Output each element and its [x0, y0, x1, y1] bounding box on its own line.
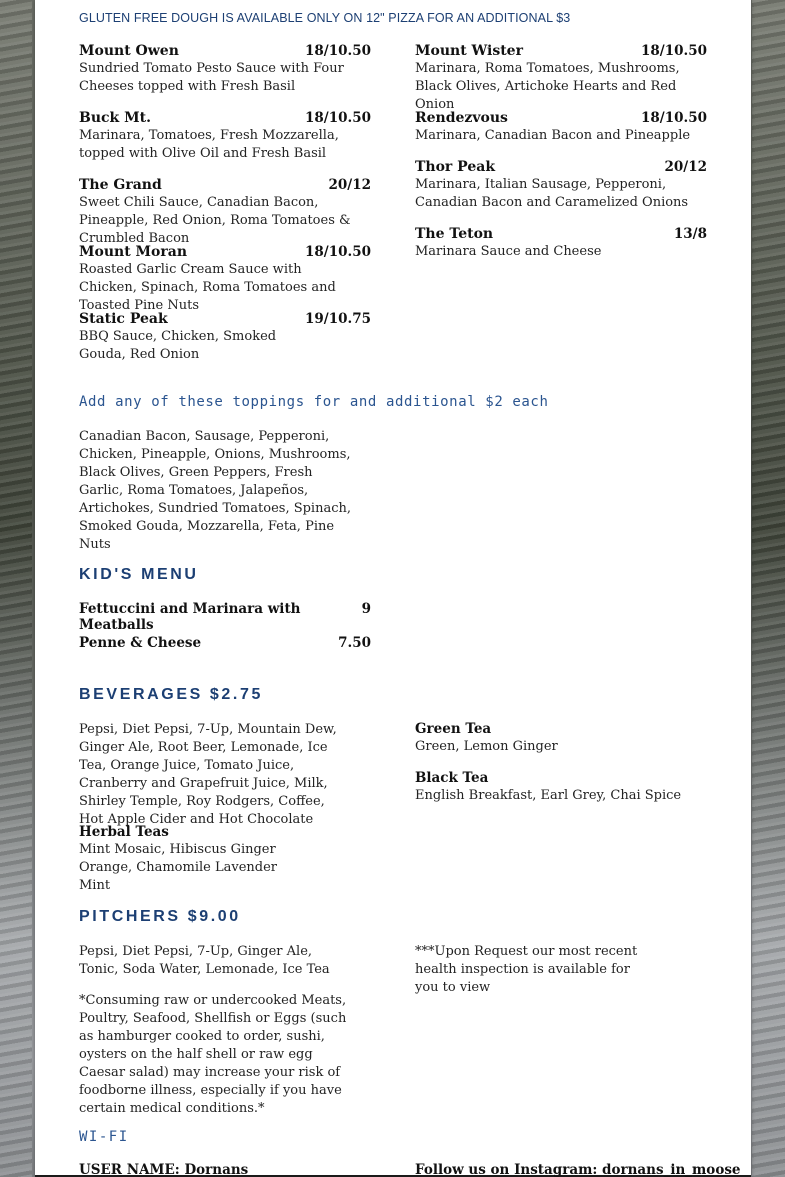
- kids-item-price: 9: [361, 601, 371, 617]
- pizza-static-peak: [79, 311, 371, 364]
- kids-item-name: Fettuccini and Marinara with Meatballs: [79, 601, 301, 633]
- pizza-description: Marinara, Canadian Bacon and Pineapple: [415, 128, 691, 143]
- wifi-username: USER NAME: Dornans: [79, 1162, 249, 1177]
- food-safety-warning: *Consuming raw or undercooked Meats, Poultry, Seafood, Shellfish or Eggs (such as hamburger cooked to order, sushi, oysters on the half shell or raw egg Caesar salad) may increase your risk of foodborne illness, especially if you have certain medical conditions.*: [79, 993, 347, 1116]
- pizza-name: The Teton: [415, 226, 494, 242]
- herbal-teas-description: Mint Mosaic, Hibiscus Ginger Orange, Chamomile Lavender Mint: [79, 842, 277, 893]
- pizza-mount-wister: [415, 43, 707, 114]
- pizza-name: Buck Mt.: [79, 110, 151, 126]
- pizza-the-teton: [415, 226, 707, 261]
- background-photo-right: [752, 0, 785, 1177]
- green-tea: [415, 721, 705, 756]
- pizza-price: 20/12: [664, 159, 707, 175]
- pizza-description: Marinara, Tomatoes, Fresh Mozzarella, topped with Olive Oil and Fresh Basil: [79, 128, 339, 161]
- pizza-description: Roasted Garlic Cream Sauce with Chicken, Spinach, Roma Tomatoes and Toasted Pine Nuts: [79, 262, 336, 313]
- pizza-price: 18/10.50: [641, 43, 707, 59]
- pizza-thor-peak: [415, 159, 707, 212]
- instagram-handle: Follow us on Instagram: dornans_in_moose: [415, 1162, 741, 1177]
- pizza-description: Sweet Chili Sauce, Canadian Bacon, Pineapple, Red Onion, Roma Tomatoes & Crumbled Bacon: [79, 195, 351, 246]
- pitchers-list: Pepsi, Diet Pepsi, 7-Up, Ginger Ale, Tonic, Soda Water, Lemonade, Ice Tea: [79, 944, 330, 977]
- pizza-name: Mount Owen: [79, 43, 179, 59]
- pizza-name: Static Peak: [79, 311, 168, 327]
- beverages-soft-drinks: Pepsi, Diet Pepsi, 7-Up, Mountain Dew, Ginger Ale, Root Beer, Lemonade, Ice Tea, Orange Juice, Tomato Juice, Cranberry and Grapefruit Juice, Milk, Shirley Temple, Roy Rodgers, Coffee, Hot Apple Cider and Hot Chocolate: [79, 722, 337, 827]
- pitchers-heading: PITCHERS $9.00: [79, 908, 241, 925]
- gluten-free-note: GLUTEN FREE DOUGH IS AVAILABLE ONLY ON 12" PIZZA FOR AN ADDITIONAL $3: [79, 11, 571, 25]
- pizza-buck-mt: [79, 110, 371, 163]
- health-inspection-note: ***Upon Request our most recent health inspection is available for you to view: [415, 944, 638, 995]
- pizza-price: 19/10.75: [305, 311, 371, 327]
- kids-item-name: Penne & Cheese: [79, 635, 202, 651]
- pizza-price: 20/12: [328, 177, 371, 193]
- pizza-mount-moran: [79, 244, 371, 315]
- pizza-price: 18/10.50: [641, 110, 707, 126]
- pizza-name: The Grand: [79, 177, 162, 193]
- pizza-price: 18/10.50: [305, 110, 371, 126]
- black-tea: [415, 770, 705, 805]
- background-photo-left: [0, 0, 32, 1177]
- pizza-description: BBQ Sauce, Chicken, Smoked Gouda, Red Onion: [79, 329, 277, 362]
- pizza-description: Marinara, Italian Sausage, Pepperoni, Canadian Bacon and Caramelized Onions: [415, 177, 689, 210]
- pizza-name: Thor Peak: [415, 159, 496, 175]
- pizza-rendezvous: [415, 110, 707, 145]
- herbal-teas: [79, 824, 369, 895]
- wifi-heading: WI-FI: [79, 1129, 129, 1145]
- pizza-price: 18/10.50: [305, 244, 371, 260]
- pizza-description: Marinara Sauce and Cheese: [415, 244, 602, 259]
- pizza-the-grand: [79, 177, 371, 248]
- toppings-heading: Add any of these toppings for and additional $2 each: [79, 394, 549, 410]
- toppings-list: Canadian Bacon, Sausage, Pepperoni, Chicken, Pineapple, Onions, Mushrooms, Black Olives, Green Peppers, Fresh Garlic, Roma Tomatoes, Jalapeños, Artichokes, Sundried Tomatoes, Spinach, Smoked Gouda, Mozzarella, Feta, Pine Nuts: [79, 429, 352, 552]
- green-tea-description: Green, Lemon Ginger: [415, 739, 558, 754]
- pizza-description: Marinara, Roma Tomatoes, Mushrooms, Black Olives, Artichoke Hearts and Red Onion: [415, 61, 680, 112]
- pizza-name: Rendezvous: [415, 110, 508, 126]
- herbal-teas-title: Herbal Teas: [79, 824, 169, 840]
- black-tea-title: Black Tea: [415, 770, 489, 786]
- kids-item-price: 7.50: [338, 635, 371, 651]
- pizza-price: 13/8: [673, 226, 707, 242]
- kids-menu-heading: KID'S MENU: [79, 566, 199, 583]
- kids-item-penne: [79, 635, 371, 651]
- black-tea-description: English Breakfast, Earl Grey, Chai Spice: [415, 788, 682, 803]
- pizza-name: Mount Wister: [415, 43, 523, 59]
- kids-item-fettuccini: [79, 601, 371, 633]
- beverages-heading: BEVERAGES $2.75: [79, 686, 263, 703]
- pizza-description: Sundried Tomato Pesto Sauce with Four Cheeses topped with Fresh Basil: [79, 61, 344, 94]
- green-tea-title: Green Tea: [415, 721, 492, 737]
- pizza-mount-owen: [79, 43, 371, 96]
- pizza-price: 18/10.50: [305, 43, 371, 59]
- pizza-name: Mount Moran: [79, 244, 187, 260]
